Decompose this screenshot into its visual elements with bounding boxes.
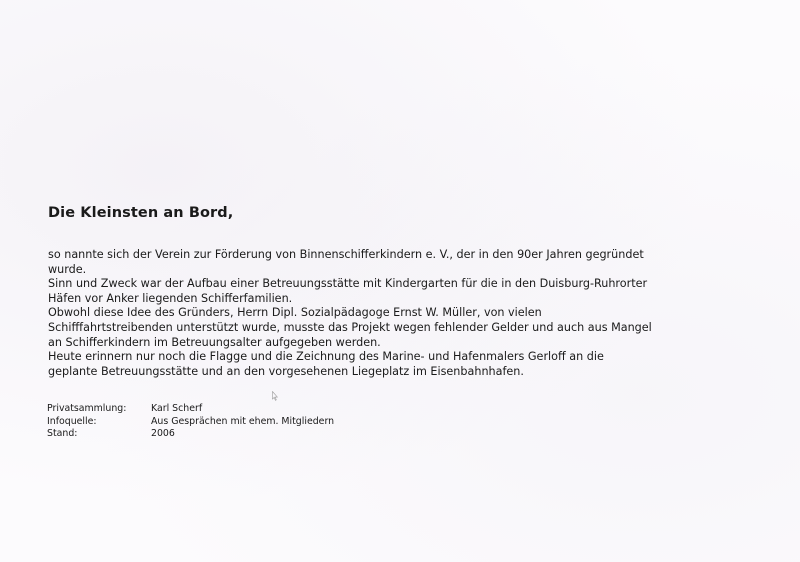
body-line: Häfen vor Anker liegenden Schifferfamilien. [48, 291, 293, 305]
body-line: Obwohl diese Idee des Gründers, Herrn Dipl. Sozialpädagoge Ernst W. Müller, von vielen [48, 306, 542, 320]
body-line: Heute erinnern nur noch die Flagge und die Zeichnung des Marine- und Hafenmalers Gerloff an die [48, 350, 604, 364]
body-line: so nannte sich der Verein zur Förderung von Binnenschifferkindern e. V., der in den 90er Jahren gegründet [48, 248, 644, 261]
body-line: Sinn und Zweck war der Aufbau einer Betreuungsstätte mit Kindergarten für die in den Duisburg-Ruhrorter [48, 277, 648, 291]
body-line: an Schifferkindern im Betreuungsalter aufgegeben werden. [48, 335, 381, 349]
metadata-label: Privatsammlung: [47, 403, 127, 414]
metadata-value: Aus Gesprächen mit ehem. Mitgliedern [151, 415, 335, 427]
metadata-label: Stand: [47, 428, 78, 440]
document-body [48, 248, 768, 379]
body-line: wurde. [48, 262, 87, 276]
metadata-row [47, 428, 334, 441]
body-line: geplante Betreuungsstätte und an den vorgesehenen Liegeplatz im Eisenbahnhafen. [48, 364, 524, 378]
metadata-row [47, 416, 334, 429]
document-title: Die Kleinsten an Bord, [48, 205, 234, 221]
body-line: Schifffahrtstreibenden unterstützt wurde, musste das Projekt wegen fehlender Gelder und auch aus Mangel [48, 320, 652, 334]
mouse-pointer-icon [272, 391, 278, 401]
metadata-value: 2006 [151, 428, 175, 440]
metadata-block [47, 403, 334, 441]
metadata-label: Infoquelle: [47, 415, 97, 427]
metadata-value: Karl Scherf [151, 403, 203, 414]
metadata-row [47, 403, 334, 416]
